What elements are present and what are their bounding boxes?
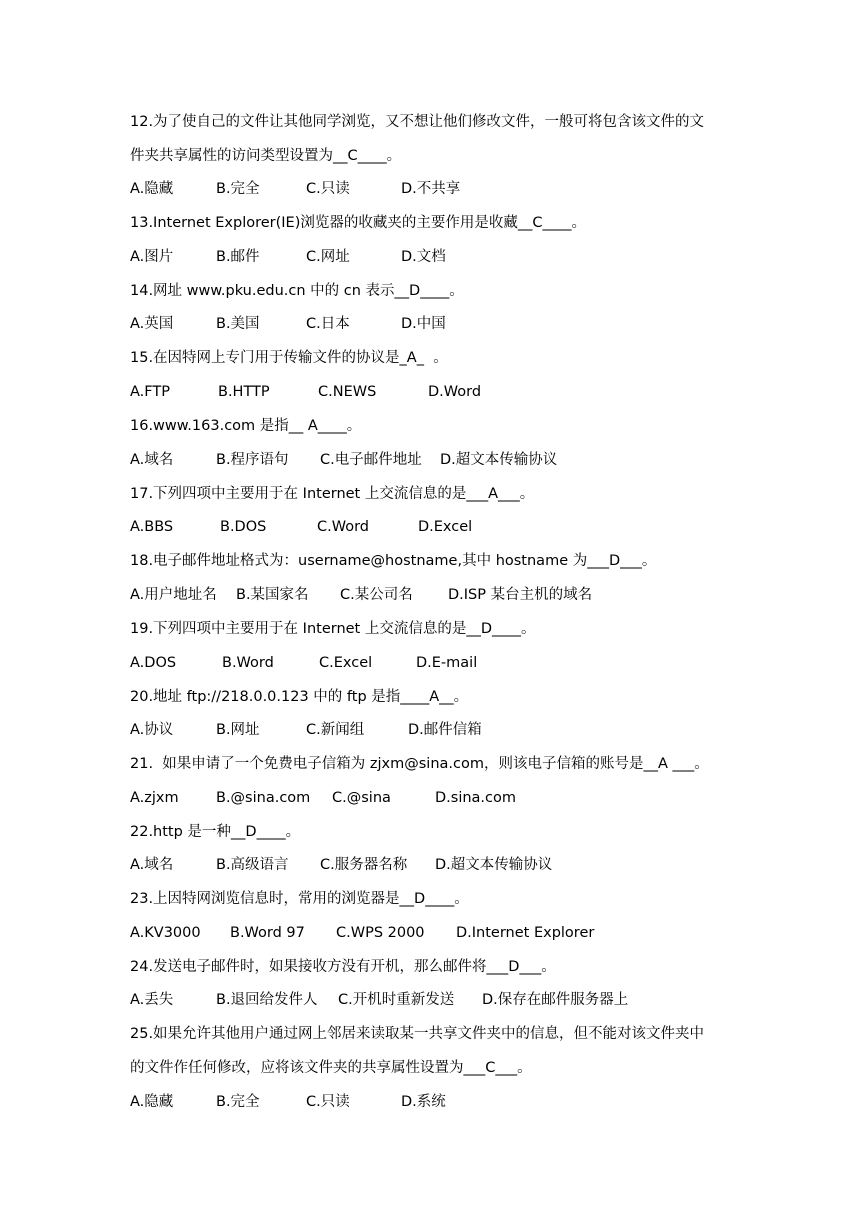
option-d: D.系统	[401, 1094, 446, 1110]
option-c: C.Word	[317, 519, 370, 535]
option-c: C.开机时重新发送	[338, 992, 455, 1008]
option-a: A.域名	[130, 452, 174, 468]
question-17-line-1: 17.下列四项中主要用于在 Internet 上交流信息的是___A___。	[130, 486, 535, 502]
option-a: A.隐藏	[130, 181, 174, 197]
option-a: A.BBS	[130, 519, 174, 535]
option-a: A.用户地址名	[130, 587, 217, 603]
option-a: A.英国	[130, 316, 174, 332]
option-c: C.日本	[306, 316, 350, 332]
option-d: D.Internet Explorer	[456, 925, 595, 941]
option-d: D.不共享	[401, 181, 461, 197]
option-d: D.sina.com	[435, 790, 517, 806]
option-a: A.丢失	[130, 992, 174, 1008]
option-b: B.网址	[216, 722, 260, 738]
question-14-line-1: 14.网址 www.pku.edu.cn 中的 cn 表示__D____。	[130, 283, 464, 299]
option-c: C.电子邮件地址	[320, 452, 422, 468]
question-21-line-1: 21. 如果申请了一个免费电子信箱为 zjxm@sina.com，则该电子信箱的账号是__A ___。	[130, 756, 709, 772]
option-a: A.FTP	[130, 384, 170, 400]
question-19-line-1: 19.下列四项中主要用于在 Internet 上交流信息的是__D____。	[130, 621, 536, 637]
option-a: A.zjxm	[130, 790, 179, 806]
question-20-line-1: 20.地址 ftp://218.0.0.123 中的 ftp 是指____A__。	[130, 689, 469, 705]
option-c: C.Excel	[319, 655, 373, 671]
option-a: A.域名	[130, 857, 174, 873]
option-a: A.DOS	[130, 655, 177, 671]
option-d: D.超文本传输协议	[440, 452, 558, 468]
option-d: D.E-mail	[416, 655, 478, 671]
option-c: C.NEWS	[318, 384, 377, 400]
option-b: B.某国家名	[236, 587, 309, 603]
option-d: D.中国	[401, 316, 446, 332]
question-24-line-1: 24.发送电子邮件时，如果接收方没有开机，那么邮件将___D___。	[130, 959, 556, 975]
option-b: B.退回给发件人	[216, 992, 318, 1008]
question-15-line-1: 15.在因特网上专门用于传输文件的协议是_A_ 。	[130, 350, 448, 366]
question-16-line-1: 16.www.163.com 是指__ A____。	[130, 418, 362, 434]
option-b: B.Word 97	[230, 925, 305, 941]
option-d: D.文档	[401, 249, 446, 265]
option-a: A.协议	[130, 722, 174, 738]
option-b: B.完全	[216, 1094, 260, 1110]
option-d: D.保存在邮件服务器上	[482, 992, 629, 1008]
option-c: C.服务器名称	[320, 857, 408, 873]
option-d: D.邮件信箱	[408, 722, 482, 738]
question-25-line-2: 的文件作任何修改，应将该文件夹的共享属性设置为___C___。	[130, 1060, 532, 1076]
option-c: C.@sina	[332, 790, 391, 806]
option-b: B.完全	[216, 181, 260, 197]
option-d: D.超文本传输协议	[435, 857, 553, 873]
option-a: A.图片	[130, 249, 174, 265]
option-b: B.高级语言	[216, 857, 289, 873]
option-a: A.KV3000	[130, 925, 201, 941]
option-c: C.新闻组	[306, 722, 365, 738]
question-12-line-1: 12.为了使自己的文件让其他同学浏览，又不想让他们修改文件，一般可将包含该文件的文	[130, 114, 705, 130]
option-b: B.@sina.com	[216, 790, 311, 806]
option-d: D.Word	[428, 384, 482, 400]
option-c: C.WPS 2000	[336, 925, 425, 941]
option-c: C.网址	[306, 249, 350, 265]
option-b: B.HTTP	[218, 384, 270, 400]
question-25-line-1: 25.如果允许其他用户通过网上邻居来读取某一共享文件夹中的信息，但不能对该文件夹中	[130, 1026, 705, 1042]
option-c: C.只读	[306, 1094, 350, 1110]
question-12-line-2: 件夹共享属性的访问类型设置为__C____。	[130, 148, 402, 164]
option-b: B.美国	[216, 316, 260, 332]
option-a: A.隐藏	[130, 1094, 174, 1110]
question-25-options	[130, 1092, 446, 1152]
question-23-line-1: 23.上因特网浏览信息时，常用的浏览器是__D____。	[130, 891, 469, 907]
question-18-line-1: 18.电子邮件地址格式为：username@hostname,其中 hostname 为___D___。	[130, 553, 657, 569]
option-b: B.Word	[222, 655, 274, 671]
option-b: B.程序语句	[216, 452, 289, 468]
option-d: D.ISP 某台主机的域名	[448, 587, 593, 603]
question-13-line-1: 13.Internet Explorer(IE)浏览器的收藏夹的主要作用是收藏__C____。	[130, 215, 586, 231]
option-c: C.只读	[306, 181, 350, 197]
option-b: B.邮件	[216, 249, 260, 265]
option-b: B.DOS	[220, 519, 267, 535]
option-c: C.某公司名	[340, 587, 413, 603]
option-d: D.Excel	[418, 519, 473, 535]
question-22-line-1: 22.http 是一种__D____。	[130, 824, 301, 840]
